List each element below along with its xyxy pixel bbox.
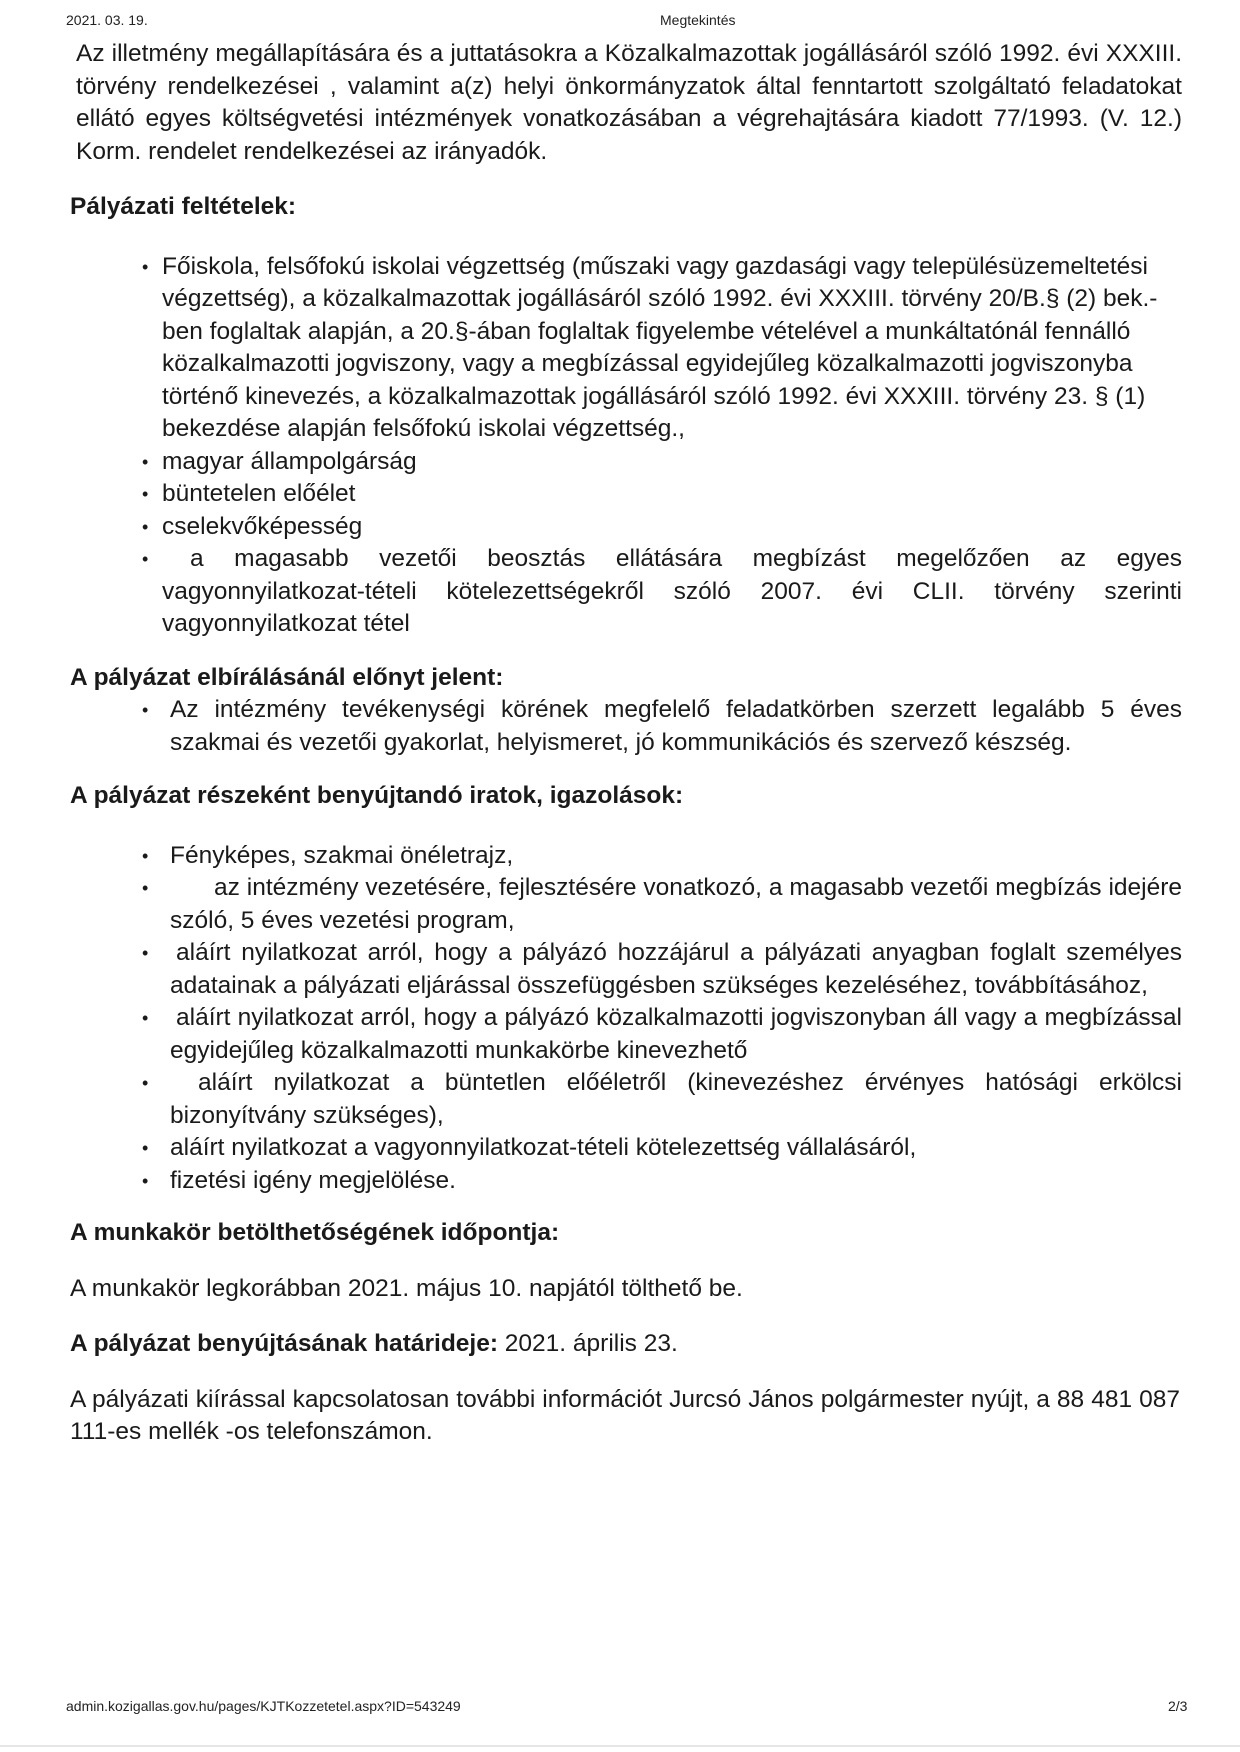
list-item: • aláírt nyilatkozat a büntetlen előéletről (kinevezéshez érvényes hatósági erkölcsi bizonyítvány szükséges), <box>142 1069 1182 1129</box>
bullet-icon: • <box>142 549 149 569</box>
bullet-icon: • <box>142 700 149 720</box>
list-item: • az intézmény vezetésére, fejlesztésére vonatkozó, a magasabb vezetői megbízás idejére szóló, 5 éves vezetési program, <box>142 874 1182 934</box>
bullet-icon: • <box>142 516 149 537</box>
list-item: • aláírt nyilatkozat a vagyonnyilatkozat-tételi kötelezettség vállalásáról, <box>76 1132 1182 1165</box>
print-header <box>0 10 1240 30</box>
list-item: • aláírt nyilatkozat arról, hogy a pályázó hozzájárul a pályázati anyagban foglalt személyes adatainak a pályázati eljárással összefüggésben szükséges kezeléséhez, továbbításához, <box>142 939 1182 999</box>
conditions-list <box>76 251 1182 641</box>
source-url: admin.kozigallas.gov.hu/pages/KJTKozzetetel.aspx?ID=543249 <box>66 1698 461 1714</box>
bullet-icon: • <box>142 484 149 504</box>
list-item: • a magasabb vezetői beosztás ellátására megbízást megelőzően az egyes vagyonnyilatkozat-tételi kötelezettségekről szóló 2007. évi CLII. törvény szerinti vagyonnyilatkozat tétel <box>142 545 1182 637</box>
print-title: Megtekintés <box>660 12 736 28</box>
bullet-icon: • <box>142 451 149 472</box>
list-item: • Főiskola, felsőfokú iskolai végzettség (műszaki vagy gazdasági vagy településüzemeltetési végzettség), a közalkalmazottak jogállásáról szóló 1992. évi XXXIII. törvény 20/B.§ (2) bek.-ben foglaltak alapján, a 20.§-ában foglaltak figyelembe vételével a munkáltatónál fennálló közalkalmazotti jogviszony, vagy a megbízással egyidejűleg közalkalmazotti jogviszonyba történő kinevezés, a közalkalmazottak jogállásáról szóló 1992. évi XXXIII. törvény 23. § (1) bekezdése alapján felsőfokú iskolai végzettség., <box>142 252 1158 442</box>
bullet-icon: • <box>142 1008 149 1028</box>
print-date: 2021. 03. 19. <box>66 12 148 28</box>
intro-paragraph: Az illetmény megállapítására és a juttatásokra a Közalkalmazottak jogállásáról szóló 1992. évi XXXIII. törvény rendelkezései , valamint a(z) helyi önkormányzatok által fenntartott szolgáltató feladatokat ellátó egyes költségvetési intézmények vonatkozásában a végrehajtására kiadott 77/1993. (V. 12.) Korm. rendelet rendelkezései az irányadók. <box>76 40 1182 165</box>
scan-edge-divider <box>0 1745 1240 1747</box>
list-item: • Fényképes, szakmai önéletrajz, <box>76 840 1182 873</box>
document-body <box>70 38 1182 1449</box>
bullet-icon: • <box>142 1138 149 1158</box>
contact-paragraph: A pályázati kiírással kapcsolatosan további információt Jurcsó János polgármester nyújt, a 88 481 087 111-es mellék -os telefonszámon. <box>70 1385 1180 1445</box>
list-item: • fizetési igény megjelölése. <box>76 1165 1182 1198</box>
documents-heading: A pályázat részeként benyújtandó iratok, igazolások: <box>70 782 684 809</box>
bullet-icon: • <box>142 256 149 277</box>
start-date-heading: A munkakör betölthetőségének időpontja: <box>70 1219 560 1246</box>
conditions-heading: Pályázati feltételek: <box>70 193 297 220</box>
deadline-label: A pályázat benyújtásának határideje: <box>70 1330 498 1357</box>
deadline-value: 2021. április 23. <box>498 1330 678 1357</box>
advantages-list <box>76 694 1182 759</box>
bullet-icon: • <box>142 845 149 866</box>
page-number: 2/3 <box>1168 1698 1188 1714</box>
bullet-icon: • <box>142 943 149 963</box>
print-footer <box>0 1698 1240 1718</box>
deadline-line <box>70 1328 1182 1361</box>
advantages-heading: A pályázat elbírálásánál előnyt jelent: <box>70 663 504 691</box>
list-item: • magyar állampolgárság <box>76 446 1182 479</box>
start-date-text: A munkakör legkorábban 2021. május 10. napjától tölthető be. <box>70 1274 743 1302</box>
bullet-icon: • <box>142 1170 149 1191</box>
bullet-icon: • <box>142 878 149 898</box>
list-item: • büntetelen előélet <box>76 478 1182 511</box>
bullet-icon: • <box>142 1073 149 1093</box>
documents-list <box>76 840 1182 1198</box>
list-item: • aláírt nyilatkozat arról, hogy a pályázó közalkalmazotti jogviszonyban áll vagy a megbízással egyidejűleg közalkalmazotti munkakörbe kinevezhető <box>142 1004 1182 1064</box>
list-item: • cselekvőképesség <box>76 511 1182 544</box>
list-item: • Az intézmény tevékenységi körének megfelelő feladatkörben szerzett legalább 5 éves szakmai és vezetői gyakorlat, helyismeret, jó kommunikációs és szervező készség. <box>142 696 1182 756</box>
